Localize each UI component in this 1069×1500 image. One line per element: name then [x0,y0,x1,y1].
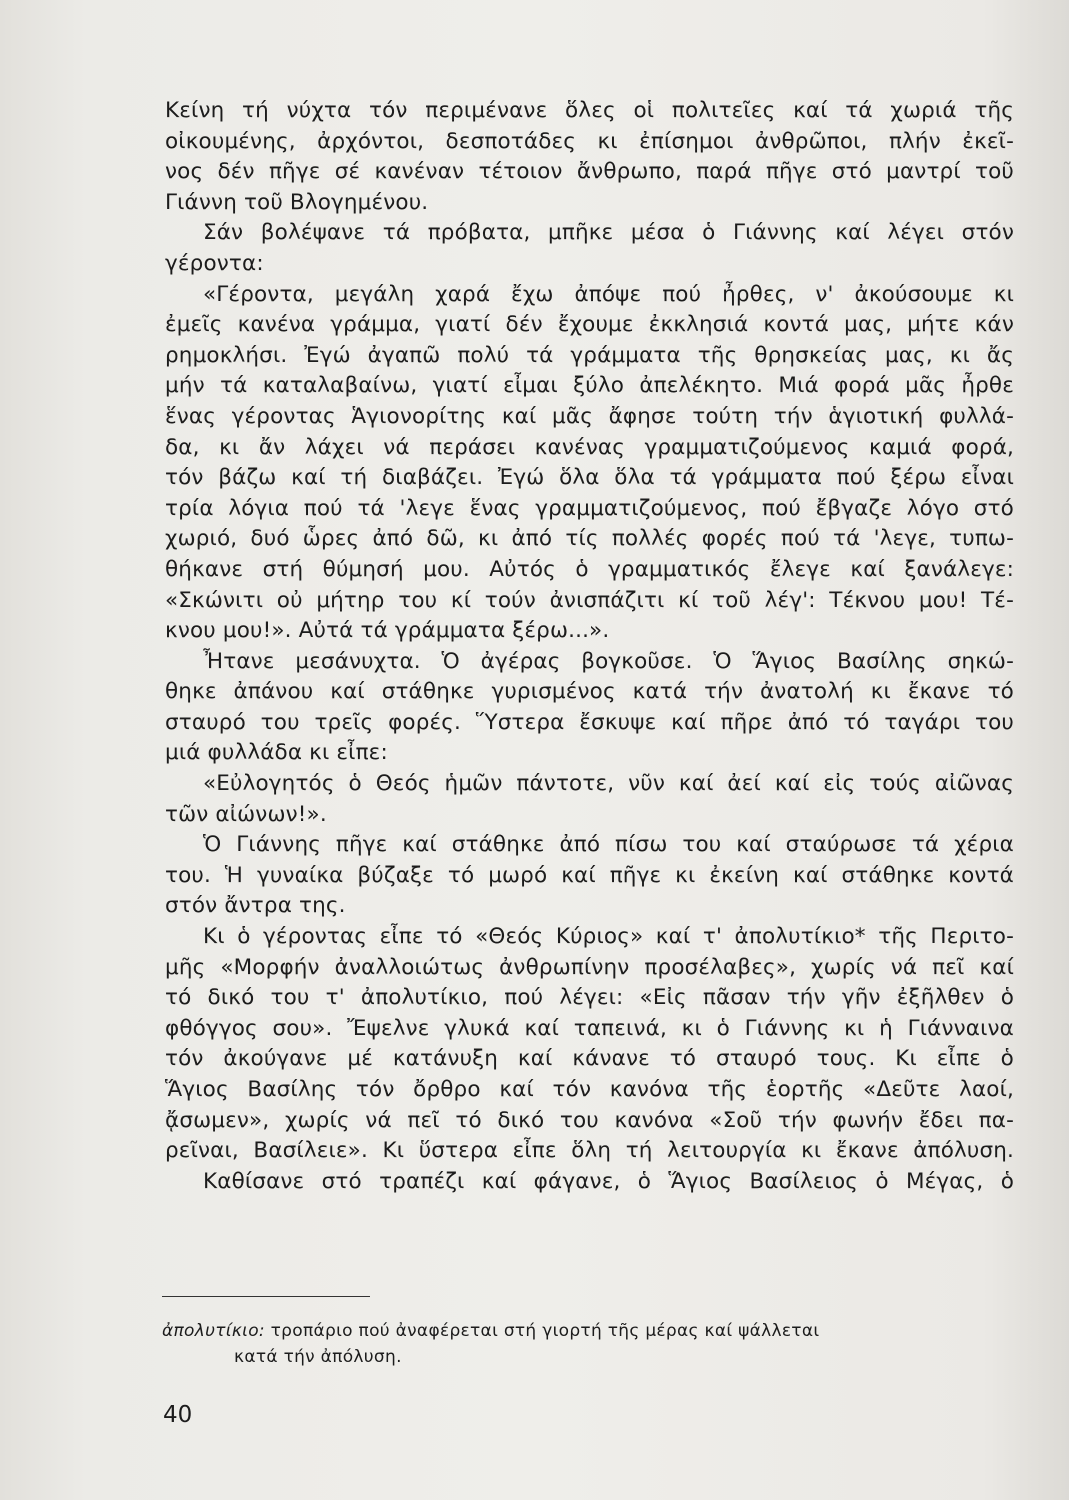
text-line: τῶν αἰώνων!». [165,801,327,827]
text-line: Κείνη τή νύχτα τόν περιμένανε ὅλες οἱ πολιτεῖες καί τά χωριά τῆς [165,98,1014,123]
text-line: τόν βάζω καί τή διαβάζει. Ἐγώ ὅλα ὅλα τά γράμματα πού ξέρω εἶναι [165,465,1014,491]
text-line: σταυρό του τρεῖς φορές. Ὕστερα ἔσκυψε καί πῆρε ἀπό τό ταγάρι του [165,709,1014,735]
text-line: Ἅγιος Βασίλης τόν ὄρθρο καί τόν κανόνα τῆς ἑορτῆς «Δεῦτε λαοί, [165,1077,1014,1102]
text-line: μιά φυλλάδα κι εἶπε: [165,740,388,766]
text-line: ᾄσωμεν», χωρίς νά πεῖ τό δικό του κανόνα «Σοῦ τήν φωνήν ἔδει πα- [165,1107,1014,1133]
text-line: Σάν βολέψανε τά πρόβατα, μπῆκε μέσα ὁ Γιάννης καί λέγει στόν [203,220,1014,246]
text-line: Ὁ Γιάννης πῆγε καί στάθηκε ἀπό πίσω του καί σταύρωσε τά χέρια [203,832,1014,858]
text-line: Ἦτανε μεσάνυχτα. Ὁ ἀγέρας βογκοῦσε. Ὁ Ἅγιος Βασίλης σηκώ- [203,648,1014,674]
text-line: ρεῖναι, Βασίλειε». Κι ὕστερα εἶπε ὅλη τή λειτουργία κι ἔκανε ἀπόλυση. [165,1138,1014,1164]
footnote-definition-line1: τροπάριο πού ἀναφέρεται στή γιορτή τῆς μέρας καί ψάλλεται [264,1321,820,1341]
text-line: ρημοκλήσι. Ἐγώ ἀγαπῶ πολύ τά γράμματα τῆς θρησκείας μας, κι ἄς [165,342,1014,368]
text-line: Γιάννη τοῦ Βλογημένου. [165,189,429,215]
text-line: τό δικό του τ' ἀπολυτίκιο, πού λέγει: «Εἰς πᾶσαν τήν γῆν ἐξῆλθεν ὁ [165,985,1014,1011]
text-line: νος δέν πῆγε σέ κανέναν τέτοιον ἄνθρωπο, παρά πῆγε στό μαντρί τοῦ [165,159,1014,185]
text-line: γέροντα: [165,250,264,276]
text-line: ἕνας γέροντας Ἁγιονορίτης καί μᾶς ἄφησε τούτη τήν ἁγιοτική φυλλά- [165,403,1014,429]
footnote-divider [162,1296,370,1297]
text-line: θήκανε στή θύμησή μου. Αὐτός ὁ γραμματικός ἔλεγε καί ξανάλεγε: [165,556,1014,582]
text-line: κνου μου!». Αὐτά τά γράμματα ξέρω...». [165,618,610,644]
text-line: «Γέροντα, μεγάλη χαρά ἔχω ἀπόψε πού ἦρθες, ν' ἀκούσουμε κι [203,281,1014,307]
body-text [165,96,1014,1197]
text-line: δα, κι ἄν λάχει νά περάσει κανένας γραμματιζούμενος καμιά φορά, [165,434,1014,460]
text-line: φθόγγος σου». Ἔψελνε γλυκά καί ταπεινά, κι ὁ Γιάννης κι ἡ Γιάνναινα [165,1015,1014,1041]
text-line: οἰκουμένης, ἀρχόντοι, δεσποτάδες κι ἐπίσημοι ἀνθρῶποι, πλήν ἐκεῖ- [165,128,1014,154]
text-line: «Σκώνιτι οὐ μήτηρ του κί τούν ἀνισπάζιτι κί τοῦ λέγ': Τέκνου μου! Τέ- [165,587,1014,613]
page-number: 40 [163,1402,193,1428]
footnote-definition-line2: κατά τήν ἀπόλυση. [234,1347,402,1367]
text-line: Κι ὁ γέροντας εἶπε τό «Θεός Κύριος» καί τ' ἀπολυτίκιο* τῆς Περιτο- [203,924,1014,950]
footnote-term: ἀπολυτίκιο: [162,1321,265,1341]
text-line: μῆς «Μορφήν ἀναλλοιώτως ἀνθρωπίνην προσέλαβες», χωρίς νά πεῖ καί [165,954,1014,980]
text-line: τρία λόγια πού τά 'λεγε ἕνας γραμματιζούμενος, πού ἔβγαζε λόγο στό [165,495,1014,521]
text-line: του. Ἡ γυναίκα βύζαξε τό μωρό καί πῆγε κι ἐκείνη καί στάθηκε κοντά [165,862,1014,888]
text-line: θηκε ἀπάνου καί στάθηκε γυρισμένος κατά τήν ἀνατολή κι ἔκανε τό [165,679,1014,705]
text-line: χωριό, δυό ὧρες ἀπό δῶ, κι ἀπό τίς πολλές φορές πού τά 'λεγε, τυπω- [165,526,1014,552]
text-line: τόν ἀκούγανε μέ κατάνυξη καί κάνανε τό σταυρό τους. Κι εἶπε ὁ [165,1046,1014,1072]
text-line: «Εὐλογητός ὁ Θεός ἡμῶν πάντοτε, νῦν καί ἀεί καί εἰς τούς αἰῶνας [203,771,1014,797]
text-line: ἐμεῖς κανένα γράμμα, γιατί δέν ἔχουμε ἐκκλησιά κοντά μας, μήτε κάν [165,312,1014,338]
text-line: Καθίσανε στό τραπέζι καί φάγανε, ὁ Ἅγιος Βασίλειος ὁ Μέγας, ὁ [203,1168,1014,1194]
footnote [162,1318,1012,1370]
text-line: μήν τά καταλαβαίνω, γιατί εἶμαι ξύλο ἀπελέκητο. Μιά φορά μᾶς ἦρθε [165,373,1014,399]
text-line: στόν ἄντρα της. [165,893,346,919]
